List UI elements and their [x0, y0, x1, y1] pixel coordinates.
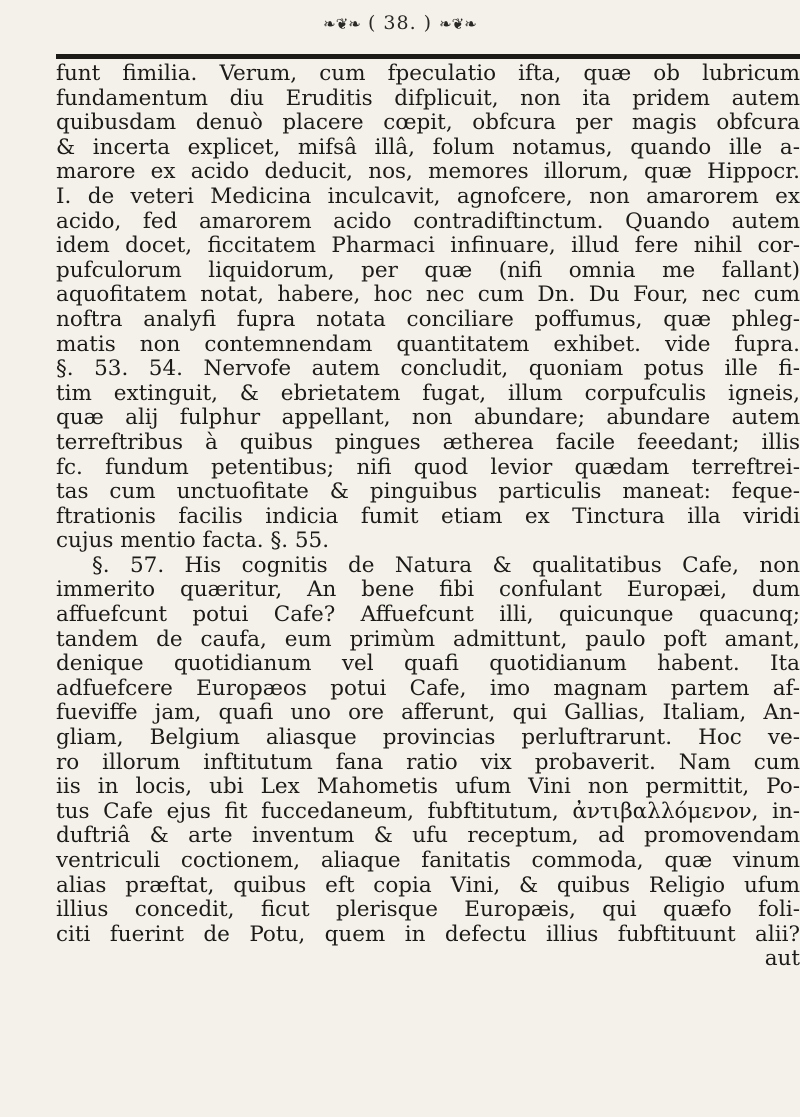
- text-line: fundamentum diu Eruditis difplicuit, non ita pridem autem: [56, 85, 800, 111]
- text-line: funt fimilia. Verum, cum fpeculatio ifta, quæ ob lubricum: [56, 61, 800, 86]
- page-number: ( 38. ): [367, 12, 433, 34]
- left-ornament: ❧❦❧: [323, 15, 361, 33]
- text-line: tim extinguit, & ebrietatem fugat, illum corpufculis igneis,: [56, 380, 800, 406]
- text-line: aut: [764, 946, 800, 972]
- text-line: aquofitatem notat, habere, hoc nec cum Dn. Du Four, nec cum: [56, 282, 800, 308]
- text-line: §. 53. 54. Nervofe autem concludit, quoniam potus ille fi-: [56, 356, 800, 382]
- text-line: idem docet, ficcitatem Pharmaci infinuare, illud fere nihil cor-: [56, 233, 800, 259]
- text-line: matis non contemnendam quantitatem exhibet. vide fupra.: [56, 331, 800, 357]
- text-line: acido, fed amarorem acido contradiftinctum. Quando autem: [56, 208, 800, 234]
- text-line: denique quotidianum vel quafi quotidianum habent. Ita: [56, 651, 800, 677]
- text-line: affuefcunt potui Cafe? Affuefcunt illi, quicunque quacunq;: [56, 602, 800, 628]
- text-line: fc. fundum petentibus; nifi quod levior quædam terreftrei-: [56, 454, 800, 480]
- text-line: I. de veteri Medicina inculcavit, agnofcere, non amarorem ex: [56, 183, 800, 209]
- text-line: marore ex acido deducit, nos, memores illorum, quæ Hippocr.: [56, 159, 800, 185]
- text-line: citi fuerint de Potu, quem in defectu illius fubftituunt alii?: [56, 921, 800, 947]
- text-line: quæ alij fulphur appellant, non abundare; abundare autem: [56, 405, 800, 431]
- text-line: cujus mentio facta. §. 55.: [56, 528, 330, 554]
- text-line: quibusdam denuò placere cœpit, obfcura per magis obfcura: [56, 110, 800, 136]
- header-rule: [56, 54, 800, 59]
- text-line: ro illorum inftitutum fana ratio vix probaverit. Nam cum: [56, 749, 800, 775]
- page-number-value: 38.: [383, 12, 417, 34]
- body-text: [56, 62, 800, 972]
- text-line: terreftribus à quibus pingues ætherea facile feeedant; illis: [56, 429, 800, 455]
- text-line: ftrationis facilis indicia fumit etiam ex Tinctura illa viridi: [56, 503, 800, 529]
- text-line: ventriculi coctionem, aliaque fanitatis commoda, quæ vinum: [56, 848, 800, 873]
- text-line: pufculorum liquidorum, per quæ (nifi omnia me fallant): [56, 257, 800, 283]
- text-line: tas cum unctuofitate & pinguibus particulis maneat: feque-: [56, 479, 800, 505]
- text-line: immerito quæritur, An bene fibi confulant Europæi, dum: [56, 577, 800, 603]
- text-line: fueviffe jam, quafi uno ore afferunt, qui Gallias, Italiam, An-: [56, 700, 800, 726]
- text-line: iis in locis, ubi Lex Mahometis ufum Vini non permittit, Po-: [56, 774, 800, 800]
- page-header: [0, 12, 800, 34]
- text-line: & incerta explicet, mifsâ illâ, folum notamus, quando ille a-: [56, 134, 800, 160]
- text-line: tandem de caufa, eum primùm admittunt, paulo poft amant,: [56, 626, 800, 652]
- text-line: illius concedit, ficut plerisque Europæis, qui quæfo foli-: [56, 897, 800, 923]
- text-line: §. 57. His cognitis de Natura & qualitatibus Cafe, non: [92, 552, 800, 578]
- right-ornament: ❧❦❧: [439, 15, 477, 33]
- text-line: adfuefcere Europæos potui Cafe, imo magnam partem af-: [56, 675, 800, 701]
- text-line: alias præftat, quibus eft copia Vini, & quibus Religio ufum: [56, 872, 800, 898]
- text-line: tus Cafe ejus fit fuccedaneum, fubftitutum, ἀντιβαλλόμενον, in-: [56, 798, 800, 824]
- text-line: gliam, Belgium aliasque provincias perluftrarunt. Hoc ve-: [56, 725, 800, 751]
- text-line: duftriâ & arte inventum & ufu receptum, ad promovendam: [56, 823, 800, 849]
- text-line: noftra analyfi fupra notata conciliare poffumus, quæ phleg-: [56, 306, 800, 332]
